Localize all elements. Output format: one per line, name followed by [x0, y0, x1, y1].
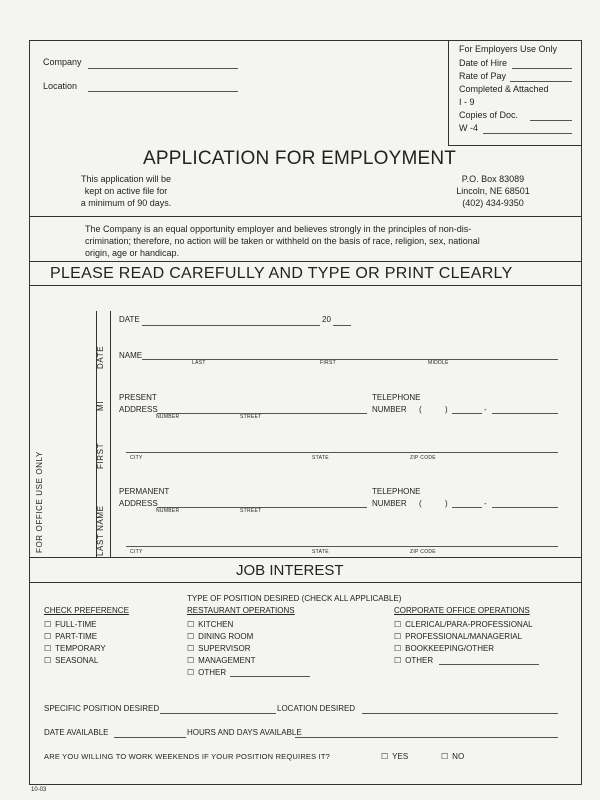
date-available-field[interactable] [114, 737, 186, 738]
permanent-city-field[interactable] [126, 546, 558, 547]
job-interest-heading: JOB INTEREST [236, 562, 344, 579]
copies-of-doc-label: Copies of Doc. [459, 110, 519, 120]
read-carefully-heading: PLEASE READ CAREFULLY AND TYPE OR PRINT CLEARLY [50, 265, 513, 282]
number-caption: NUMBER [156, 414, 180, 420]
type-of-position-label: TYPE OF POSITION DESIRED (CHECK ALL APPLICABLE) [187, 594, 402, 603]
w4-label: W -4 [459, 123, 478, 133]
divider [30, 557, 582, 558]
rate-of-pay-label: Rate of Pay [459, 71, 507, 81]
application-form [29, 40, 582, 785]
present-address-label: ADDRESS [119, 405, 158, 414]
city-caption: CITY [130, 455, 143, 461]
company-field[interactable] [88, 68, 238, 69]
kitchen-checkbox[interactable]: ☐ KITCHEN [187, 620, 233, 629]
weekends-question: ARE YOU WILLING TO WORK WEEKENDS IF YOUR POSITION REQUIRES IT? [44, 752, 331, 761]
weekends-yes-checkbox[interactable]: ☐ YES [381, 752, 408, 761]
active-file-note [68, 173, 184, 209]
date-of-hire-field[interactable] [512, 68, 572, 69]
address-line: (402) 434-9350 [462, 198, 524, 208]
location-desired-label: LOCATION DESIRED [277, 704, 356, 713]
eeo-line: crimination; therefore, no action will be taken or withheld on the basis of race, religion, sex, national [85, 236, 480, 246]
copies-of-doc-field[interactable] [530, 120, 572, 121]
corporate-operations-heading: CORPORATE OFFICE OPERATIONS [394, 606, 530, 615]
phone-dash: - [484, 405, 487, 414]
present-phone-prefix-field[interactable] [452, 413, 482, 414]
company-label: Company [43, 57, 82, 67]
weekends-no-checkbox[interactable]: ☐ NO [441, 752, 464, 761]
paren-close: ) [445, 405, 448, 414]
date-available-label: DATE AVAILABLE [44, 728, 109, 737]
eeo-line: origin, age or handicap. [85, 248, 180, 258]
permanent-address-field[interactable] [157, 507, 367, 508]
eeo-statement [85, 223, 480, 259]
number-caption: NUMBER [156, 508, 180, 514]
professional-checkbox[interactable]: ☐ PROFESSIONAL/MANAGERIAL [394, 632, 522, 641]
corporate-other-checkbox[interactable]: ☐ OTHER [394, 656, 433, 665]
active-file-line: kept on active file for [84, 186, 168, 196]
office-mi-label: MI [96, 400, 105, 411]
eeo-line: The Company is an equal opportunity employer and believes strongly in the principles of non-dis- [85, 224, 472, 234]
supervisor-checkbox[interactable]: ☐ SUPERVISOR [187, 644, 250, 653]
paren-close: ) [445, 499, 448, 508]
employer-use-title: For Employers Use Only [459, 44, 558, 54]
office-date-label: DATE [96, 345, 105, 369]
restaurant-other-checkbox[interactable]: ☐ OTHER [187, 668, 226, 677]
specific-position-label: SPECIFIC POSITION DESIRED [44, 704, 160, 713]
full-time-checkbox[interactable]: ☐ FULL-TIME [44, 620, 97, 629]
zip-caption: ZIP CODE [410, 455, 436, 461]
present-telephone-label: TELEPHONE [372, 393, 421, 402]
corporate-other-field[interactable] [439, 664, 539, 665]
bookkeeping-checkbox[interactable]: ☐ BOOKKEEPING/OTHER [394, 644, 494, 653]
divider [30, 216, 582, 217]
office-first-label: FIRST [96, 442, 105, 469]
present-label: PRESENT [119, 393, 157, 402]
seasonal-checkbox[interactable]: ☐ SEASONAL [44, 656, 98, 665]
address-line: Lincoln, NE 68501 [456, 186, 530, 196]
clerical-checkbox[interactable]: ☐ CLERICAL/PARA-PROFESSIONAL [394, 620, 533, 629]
street-caption: STREET [240, 508, 262, 514]
hours-days-label: HOURS AND DAYS AVAILABLE [187, 728, 302, 737]
check-preference-heading: CHECK PREFERENCE [44, 606, 129, 615]
employer-box-divider [448, 41, 449, 145]
company-address [448, 173, 538, 209]
i9-label: I - 9 [459, 97, 475, 107]
location-field[interactable] [88, 91, 238, 92]
dining-room-checkbox[interactable]: ☐ DINING ROOM [187, 632, 253, 641]
date-label: DATE [119, 315, 140, 324]
present-number-label: NUMBER [372, 405, 407, 414]
active-file-line: a minimum of 90 days. [80, 198, 172, 208]
permanent-address-label: ADDRESS [119, 499, 158, 508]
city-caption: CITY [130, 549, 143, 555]
completed-attached-label: Completed & Attached [459, 84, 549, 94]
present-address-field[interactable] [157, 413, 367, 414]
date-field[interactable] [142, 325, 320, 326]
middle-caption: MIDDLE [428, 360, 449, 366]
date-of-hire-label: Date of Hire [459, 58, 508, 68]
last-caption: LAST [192, 360, 206, 366]
for-office-use-label: FOR OFFICE USE ONLY [35, 451, 44, 553]
paren-open: ( [419, 405, 422, 414]
divider [30, 261, 582, 262]
present-city-field[interactable] [126, 452, 558, 453]
year-field[interactable] [333, 325, 351, 326]
zip-caption: ZIP CODE [410, 549, 436, 555]
specific-position-field[interactable] [160, 713, 276, 714]
restaurant-other-field[interactable] [230, 676, 310, 677]
year-prefix: 20 [322, 315, 331, 324]
restaurant-operations-heading: RESTAURANT OPERATIONS [187, 606, 295, 615]
state-caption: STATE [312, 549, 329, 555]
permanent-phone-line-field[interactable] [492, 507, 558, 508]
location-desired-field[interactable] [362, 713, 558, 714]
permanent-number-label: NUMBER [372, 499, 407, 508]
permanent-telephone-label: TELEPHONE [372, 487, 421, 496]
divider [30, 582, 582, 583]
page-title: APPLICATION FOR EMPLOYMENT [143, 148, 457, 169]
street-caption: STREET [240, 414, 262, 420]
state-caption: STATE [312, 455, 329, 461]
temporary-checkbox[interactable]: ☐ TEMPORARY [44, 644, 106, 653]
hours-days-field[interactable] [295, 737, 558, 738]
office-column-right [110, 311, 111, 557]
divider [30, 285, 582, 286]
active-file-line: This application will be [80, 174, 172, 184]
address-line: P.O. Box 83089 [461, 174, 525, 184]
first-caption: FIRST [320, 360, 336, 366]
permanent-label: PERMANENT [119, 487, 170, 496]
employer-box-bottom [448, 145, 582, 146]
w4-field[interactable] [483, 133, 572, 134]
permanent-phone-prefix-field[interactable] [452, 507, 482, 508]
name-label: NAME [119, 351, 143, 360]
office-last-name-label: LAST NAME [96, 505, 105, 556]
phone-dash: - [484, 499, 487, 508]
paren-open: ( [419, 499, 422, 508]
present-phone-line-field[interactable] [492, 413, 558, 414]
form-code: 10-03 [31, 787, 47, 793]
management-checkbox[interactable]: ☐ MANAGEMENT [187, 656, 256, 665]
part-time-checkbox[interactable]: ☐ PART-TIME [44, 632, 97, 641]
location-label: Location [43, 81, 78, 91]
rate-of-pay-field[interactable] [510, 81, 572, 82]
